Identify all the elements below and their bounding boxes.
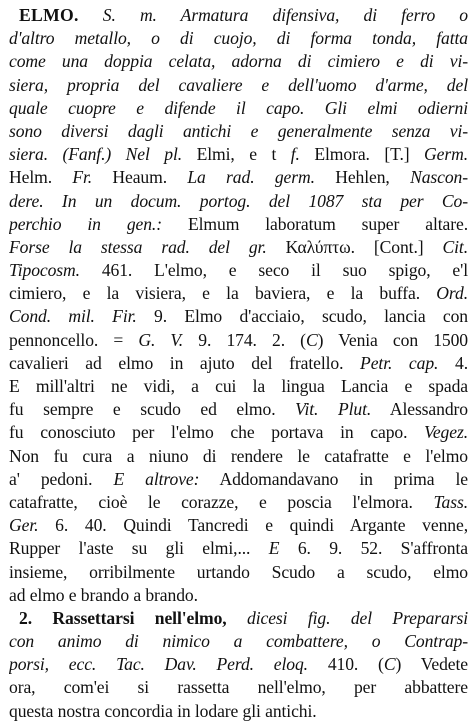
- text-segment: Ger.: [9, 515, 39, 536]
- text-segment: 6. 9. 52. S'affronta: [279, 538, 468, 559]
- text-segment: Καλύπτω. [Cont.]: [266, 236, 443, 257]
- text-segment: La rad. germ.: [187, 167, 315, 188]
- text-segment: questa nostra concordia in lodare gli antichi.: [9, 700, 317, 721]
- text-segment: d'altro metallo, o di cuojo, di forma tonda, fatta: [9, 28, 468, 49]
- sense-heading: 2. Rassettarsi nell'elmo,: [19, 607, 247, 628]
- text-segment: Cit.: [442, 236, 468, 257]
- dictionary-entry-elmo: [9, 4, 468, 723]
- text-line: [9, 514, 468, 537]
- text-line: [9, 120, 468, 143]
- text-line: [9, 27, 468, 50]
- text-segment: E: [268, 538, 280, 559]
- text-line: [9, 190, 468, 213]
- text-segment: Heaum.: [92, 167, 188, 188]
- text-segment: E mill'altri ne vidi, a cui la lingua Lancia e spada: [9, 376, 468, 396]
- text-segment: a' pedoni.: [9, 468, 114, 489]
- text-segment: f.: [290, 144, 300, 165]
- text-segment: Helm.: [9, 167, 73, 188]
- text-segment: ad elmo e brando a brando.: [9, 584, 198, 605]
- text-line: [9, 143, 468, 166]
- text-segment: 9. Elmo d'acciaio, scudo, lancia con: [136, 306, 468, 327]
- text-segment: Forse la stessa rad. del gr.: [9, 236, 267, 257]
- text-segment: 410. (: [307, 654, 384, 675]
- text-segment: Petr. cap.: [360, 352, 439, 373]
- text-segment: Vegez.: [424, 422, 468, 443]
- text-line: [9, 630, 468, 653]
- text-line: [9, 329, 468, 352]
- text-segment: Vit. Plut.: [295, 399, 372, 420]
- text-segment: porsi, ecc. Tac. Dav. Perd. eloq.: [9, 654, 308, 675]
- text-line: [9, 259, 468, 282]
- text-line: [9, 537, 468, 560]
- text-segment: ) Vedete: [395, 654, 468, 675]
- text-line: [9, 491, 468, 514]
- text-line: [9, 468, 468, 491]
- text-segment: dicesi fig. del Prepararsi: [247, 607, 468, 628]
- text-segment: Non fu cura a niuno di rendere le catafratte e l'elmo: [9, 445, 468, 466]
- text-segment: C: [383, 654, 396, 675]
- text-line: [9, 445, 468, 468]
- text-segment: Fr.: [72, 167, 93, 188]
- text-segment: Rupper l'aste su gli elmi,...: [9, 538, 269, 559]
- text-segment: Elmora. [T.]: [299, 144, 425, 165]
- text-line: [9, 213, 468, 236]
- text-segment: fu conosciuto per l'elmo che portava in capo.: [9, 422, 425, 443]
- text-line: [9, 375, 468, 398]
- text-segment: C: [305, 329, 318, 350]
- text-segment: cavalieri ad elmo in ajuto del fratello.: [9, 352, 361, 373]
- text-line: [9, 74, 468, 97]
- text-line: [9, 282, 468, 305]
- text-segment: Elmum laboratum super altare.: [162, 213, 468, 234]
- text-segment: cimiero, e la visiera, e la baviera, e la buffa.: [9, 283, 437, 304]
- text-segment: Tass.: [433, 491, 468, 512]
- text-segment: pennoncello. =: [9, 329, 139, 350]
- text-line: [9, 236, 468, 259]
- text-line: [9, 398, 468, 421]
- text-line: [9, 700, 468, 723]
- text-segment: E altrove:: [113, 468, 200, 489]
- text-segment: 9. 174. 2. (: [183, 329, 306, 350]
- text-segment: siera. (Fanf.) Nel pl.: [9, 144, 183, 165]
- text-line: [9, 676, 468, 699]
- text-segment: Germ.: [424, 144, 468, 165]
- text-segment: 6. 40. Quindi Tancredi e quindi Argante venne,: [38, 515, 468, 536]
- text-line: [9, 4, 468, 27]
- text-line: [9, 305, 468, 328]
- text-segment: Elmi, e t: [182, 144, 291, 165]
- text-segment: ora, com'ei si rassetta nell'elmo, per abbattere: [9, 677, 468, 698]
- text-line: [9, 166, 468, 189]
- text-line: [9, 352, 468, 375]
- text-segment: S. m. Armatura difensiva, di ferro o: [78, 5, 468, 25]
- text-segment: Alessandro: [371, 399, 468, 420]
- text-segment: catafratte, cioè le corazze, e poscia l'elmora.: [9, 491, 434, 512]
- headword: ELMO.: [19, 5, 79, 25]
- text-segment: insieme, orribilmente urtando Scudo a scudo, elmo: [9, 561, 468, 582]
- text-segment: Tipocosm.: [9, 260, 80, 281]
- text-segment: ) Venia con 1500: [317, 329, 468, 350]
- text-segment: quale cuopre e difende il capo. Gli elmi odierni: [9, 97, 468, 118]
- text-segment: dere. In un docum. portog. del 1087 sta per Co-: [9, 190, 468, 211]
- text-line: [9, 50, 468, 73]
- text-line: [9, 584, 468, 607]
- text-segment: Cond. mil. Fir.: [9, 306, 137, 327]
- text-segment: Nascon-: [410, 167, 468, 188]
- text-segment: 461. L'elmo, e seco il suo spigo, e'l: [79, 260, 468, 281]
- text-line: [9, 607, 468, 630]
- text-line: [9, 653, 468, 676]
- text-segment: fu sempre e scudo ed elmo.: [9, 399, 296, 420]
- text-segment: Addomandavano in prima le: [199, 468, 468, 489]
- text-segment: Hehlen,: [314, 167, 411, 188]
- text-segment: con animo di nimico a combattere, o Contrap-: [9, 631, 468, 652]
- text-line: [9, 561, 468, 584]
- text-segment: Ord.: [436, 283, 468, 304]
- text-segment: come una doppia celata, adorna di cimiero e di vi-: [9, 51, 468, 72]
- text-line: [9, 421, 468, 444]
- text-segment: 4.: [438, 352, 468, 373]
- text-segment: G. V.: [138, 329, 184, 350]
- text-segment: sono diversi dagli antichi e generalmente senza vi-: [9, 120, 468, 141]
- text-line: [9, 97, 468, 120]
- text-segment: siera, propria del cavaliere e dell'uomo d'arme, del: [9, 74, 468, 95]
- text-segment: perchio in gen.:: [9, 213, 162, 234]
